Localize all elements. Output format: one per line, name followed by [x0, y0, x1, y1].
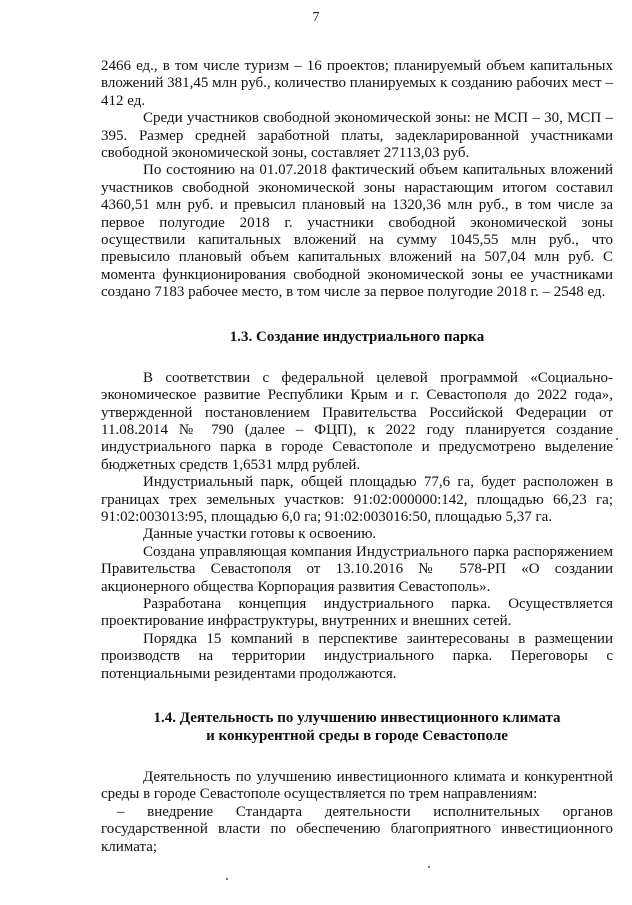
paragraph-park-area: Индустриальный парк, общей площадью 77,6 га, будет расположен в границах трех земельных участков: 91:02:000000:142, площадью 66,23 га; 91:02:003013:95, площадью 6,0 га; 91:02:003016:50, площадью 5,37 га. [101, 474, 613, 525]
scan-speck [616, 438, 618, 440]
section-heading-1-4-line1: 1.4. Деятельность по улучшению инвестиционного климата [153, 710, 561, 726]
section-heading-1-3: 1.3. Создание индустриального парка [229, 328, 485, 345]
paragraph-continuation: 2466 ед., в том числе туризм – 16 проектов; планируемый объем капитальных вложений 381,45 млн руб., количество планируемых к созданию рабочих мест – 412 ед. [101, 58, 613, 109]
list-item-standard: – внедрение Стандарта деятельности исполнительных органов государственной власти по обеспечению благоприятного инвестиционного климата; [101, 803, 613, 855]
paragraph-management-company: Создана управляющая компания Индустриального парка распоряжением Правительства Севастополя от 13.10.2016 № 578-РП «О создании акционерного общества Корпорация развития Севастополь». [101, 543, 613, 595]
paragraph-federal-program: В соответствии с федеральной целевой программой «Социально-экономическое развитие Республики Крым и г. Севастополя до 2022 года», утвержденной постановлением Правительства Российской Федерации от 11.08.2014 № 790 (далее – ФЦП), к 2022 году планируется создание индустриального парка в городе Севастополе и предусмотрено выделение бюджетных средств 1,6531 млрд рублей. [101, 369, 613, 473]
page-number: 7 [312, 10, 320, 25]
paragraph-sez-investments: По состоянию на 01.07.2018 фактический объем капитальных вложений участников свободной экономической зоны нарастающим итогом составил 4360,51 млн руб. и превысил плановый на 1320,36 млн руб., в том числе за первое полугодие 2018 г. участники свободной экономической зоны осуществили капитальных вложений на сумму 1045,55 млн руб., что превысило плановый объем капитальных вложений на 507,04 млн руб. С момента функционирования свободной экономической зоны ее участниками создано 7183 рабочее место, в том числе за первое полугодие 2018 г. – 2548 ед. [101, 162, 613, 301]
paragraph-plots-ready: Данные участки готовы к освоению. [143, 526, 377, 543]
section-heading-1-4-line2: и конкурентной среды в городе Севастополе [206, 728, 508, 744]
scan-speck [428, 866, 430, 868]
paragraph-directions-intro: Деятельность по улучшению инвестиционного климата и конкурентной среды в городе Севастополе осуществляется по трем направлениям: [101, 769, 613, 803]
paragraph-sez-participants: Среди участников свободной экономической зоны: не МСП – 30, МСП – 395. Размер средней заработной платы, задекларированной участниками свободной экономической зоны, составляет 27113,03 руб. [101, 110, 613, 162]
paragraph-interested-companies: Порядка 15 компаний в перспективе заинтересованы в размещении производств на территории индустриального парка. Переговоры с потенциальными резидентами продолжаются. [101, 630, 613, 682]
document-body [101, 58, 613, 856]
section-heading-1-4 [101, 709, 613, 745]
paragraph-park-concept: Разработана концепция индустриального парка. Осуществляется проектирование инфраструктуры, внутренних и внешних сетей. [101, 595, 613, 630]
scan-speck [226, 878, 228, 880]
